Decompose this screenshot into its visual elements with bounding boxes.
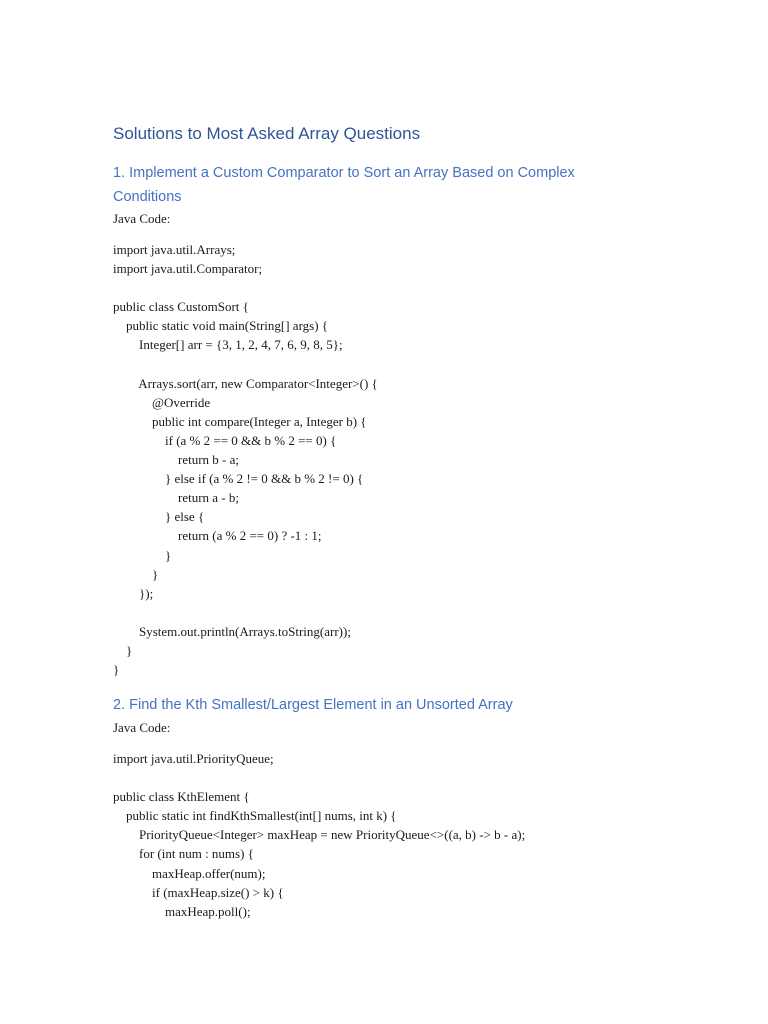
code-line: } else if (a % 2 != 0 && b % 2 != 0) { [113,471,364,487]
section-heading-custom-comparator: 1. Implement a Custom Comparator to Sort an Array Based on Complex Conditions [113,165,575,205]
code-line: public int compare(Integer a, Integer b) { [113,413,367,429]
section-heading-kth-element: 2. Find the Kth Smallest/Largest Element in an Unsorted Array [113,697,513,713]
code-line: @Override [113,394,211,410]
code-line: } else { [113,509,205,525]
code-line: return a - b; [113,490,240,506]
code-line: import java.util.PriorityQueue; [113,751,274,766]
code-line: maxHeap.poll(); [113,903,251,919]
java-code-label: Java Code: [113,211,171,226]
code-line: public class CustomSort { [113,299,249,315]
code-line: } [113,566,159,582]
code-line: public static int findKthSmallest(int[] nums, int k) { [113,808,397,824]
code-line: return (a % 2 == 0) ? -1 : 1; [113,528,322,544]
code-line: for (int num : nums) { [113,846,254,862]
code-line: } [113,662,120,678]
code-block-custom-sort [113,240,378,679]
code-line: } [113,547,172,563]
code-line: } [113,642,133,658]
code-line: public class KthElement { [113,789,250,805]
code-line: if (maxHeap.size() > k) { [113,884,284,900]
code-line: maxHeap.offer(num); [113,865,266,881]
code-line: return b - a; [113,452,240,468]
code-block-kth-element [113,749,525,921]
code-line: public static void main(String[] args) { [113,318,329,334]
java-code-label: Java Code: [113,720,171,735]
code-line: PriorityQueue<Integer> maxHeap = new PriorityQueue<>((a, b) -> b - a); [113,827,526,843]
code-line: Arrays.sort(arr, new Comparator<Integer>() { [113,375,378,391]
code-line [113,278,378,297]
code-line: import java.util.Comparator; [113,261,263,277]
code-line: Integer[] arr = {3, 1, 2, 4, 7, 6, 9, 8, 5}; [113,337,343,353]
document-title: Solutions to Most Asked Array Questions [113,124,421,143]
code-line: import java.util.Arrays; [113,242,236,257]
code-line: }); [113,585,154,601]
code-line [113,355,378,374]
code-line: System.out.println(Arrays.toString(arr)); [113,623,351,639]
code-line [113,603,378,622]
code-line [113,768,525,787]
code-line: if (a % 2 == 0 && b % 2 == 0) { [113,432,337,448]
